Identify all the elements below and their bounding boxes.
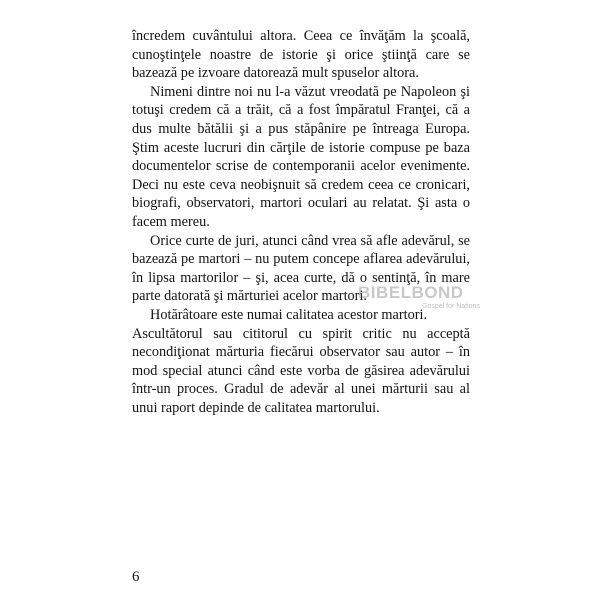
paragraph-1: încredem cuvântului altora. Ceea ce învăţăm la şcoală, cunoştinţele noastre de istorie şi orice ştiinţă care se bazează pe izvoare datorează mult spuselor altora. xyxy=(132,28,470,82)
paragraph-2: Nimeni dintre noi nu l-a văzut vreodată pe Napoleon şi totuşi credem că a trăit, că a fost împăratul Franţei, că a dus multe bătălii şi a pus stăpânire pe întreaga Europa. Ştim aceste lucruri din cărţile de istorie compuse pe baza documentelor scrise de contemporanii acelor evenimente. Deci nu este ceva neobişnuit să credem ceea ce cronicari, biografi, observatori, martori oculari au relatat. Şi asta o facem mereu. xyxy=(132,83,470,230)
watermark-tagline: Gospel for Nations xyxy=(422,303,480,310)
paragraph-4: Hotărâtoare este numai calitatea acestor martori. xyxy=(150,306,428,323)
body-text xyxy=(132,27,470,417)
paragraph-3: Orice curte de juri, atunci când vrea să afle adevărul, se bazează pe martori – nu putem concepe aflarea adevărului, în lipsa martorilor – şi, acea curte, dă o sentinţă, în mare parte datorată şi mărturiei acelor martori. xyxy=(132,232,470,305)
page-number: 6 xyxy=(132,569,140,585)
paragraph-5: Ascultătorul sau cititorul cu spirit critic nu acceptă necondiţionat mărturia fiecărui observator sau autor – în mod special atunci când este vorba de găsirea adevărului într-un proces. Gradul de adevăr al unei mărturii sau al unui raport depinde de calitatea martorului. xyxy=(132,325,470,416)
watermark-brand: BIBELBOND xyxy=(358,283,464,302)
